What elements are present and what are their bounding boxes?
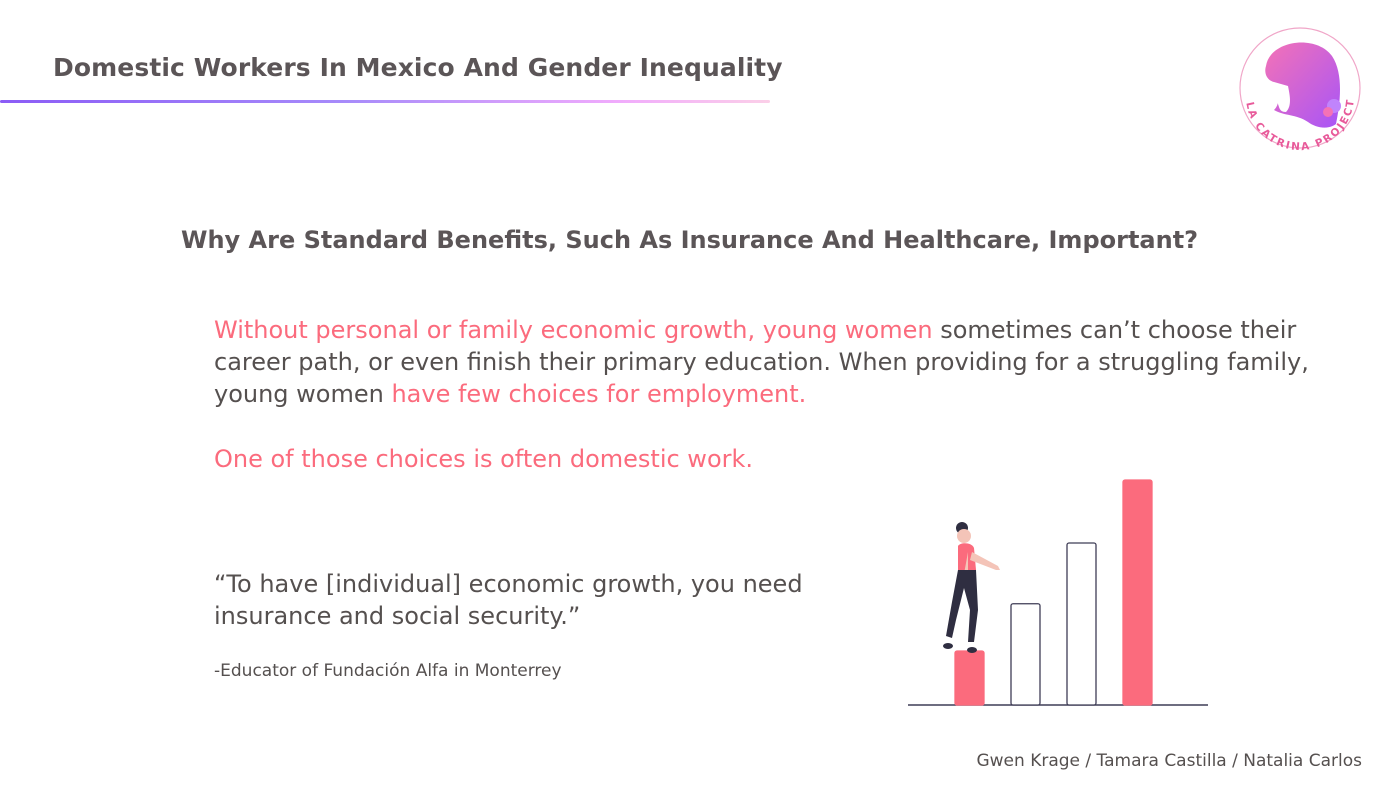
quote-attribution: -Educator of Fundación Alfa in Monterrey [214,661,562,681]
author-credits: Gwen Krage / Tamara Castilla / Natalia Carlos [976,751,1362,771]
paragraph-body: sometimes can’t choose their career path, or even finish their primary education. When providing for a struggling family, young women [214,316,1309,408]
illustration-bar-4 [1123,480,1152,705]
woman-climbing-bars-illustration [900,470,1220,720]
la-catrina-project-logo [1236,26,1364,161]
illustration-bar-3 [1067,543,1096,705]
quote-text: “To have [individual] economic growth, you need insurance and social security.” [214,570,803,630]
paragraph-highlight-2: have few choices for employment. [391,380,807,408]
section-question: Why Are Standard Benefits, Such As Insurance And Healthcare, Important? [181,226,1199,254]
slide-title: Domestic Workers In Mexico And Gender Inequality [53,53,783,82]
illustration-bar-1 [955,651,984,705]
body-paragraph [214,314,1324,410]
illustration-bar-2 [1011,604,1040,705]
woman-figure [943,522,1000,653]
callout-text: One of those choices is often domestic work. [214,445,754,473]
paragraph-highlight-1: Without personal or family economic growth, young women [214,316,933,344]
title-underline [0,100,770,103]
logo-text: LA CATRINA PROJECT [1243,97,1358,154]
